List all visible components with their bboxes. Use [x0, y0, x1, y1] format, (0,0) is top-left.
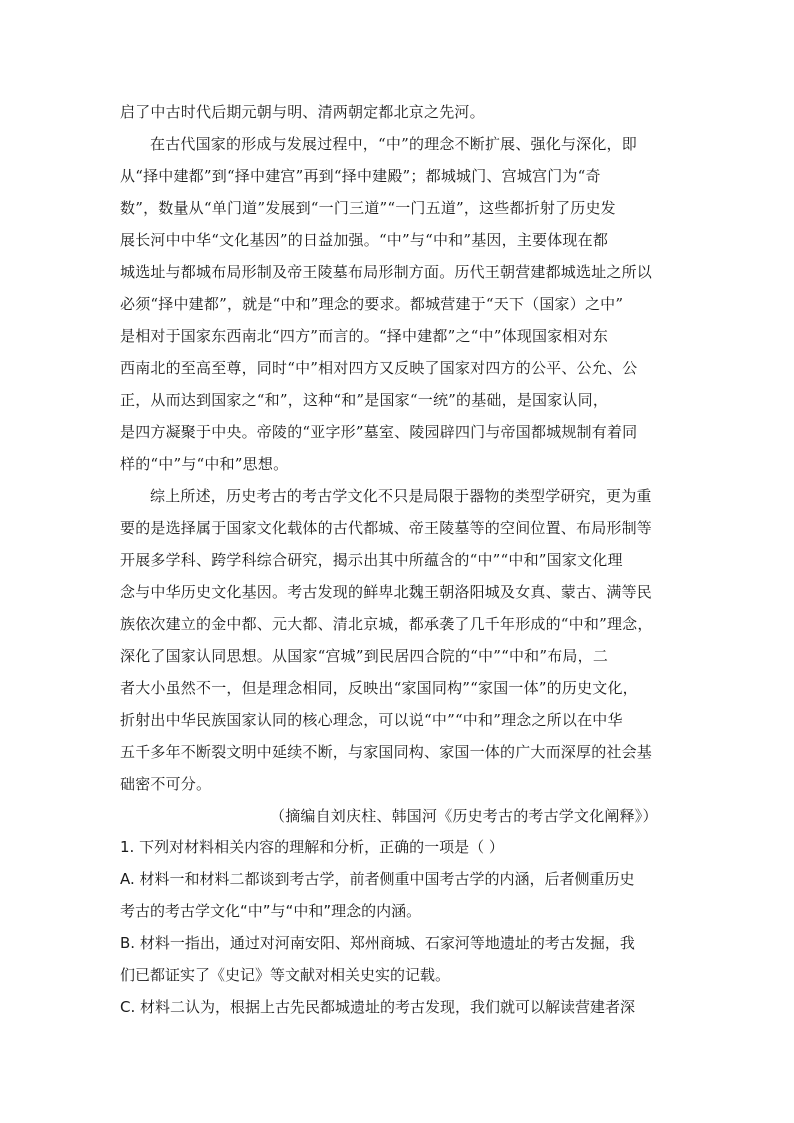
passage-line: 深化了国家认同思想。从国家“宫城”到民居四合院的“中”“中和”布局，二 — [120, 647, 609, 665]
passage-line: 开展多学科、跨学科综合研究，揭示出其中所蕴含的“中”“中和”国家文化理 — [120, 551, 623, 569]
option-a-line: A. 材料一和材料二都谈到考古学，前者侧重中国考古学的内涵，后者侧重历史 — [120, 870, 635, 888]
question-stem: 1. 下列对材料相关内容的理解和分析，正确的一项是（ ） — [120, 838, 504, 856]
passage-line: 展长河中中华“文化基因”的日益加强。“中”与“中和”基因，主要体现在都 — [120, 231, 609, 249]
passage-line: 样的“中”与“中和”思想。 — [120, 455, 289, 473]
passage-line: 西南北的至高至尊，同时“中”相对四方又反映了国家对四方的公平、公允、公 — [120, 359, 638, 377]
passage-line: 者大小虽然不一，但是理念相同，反映出“家国同构”“家国一体”的历史文化， — [120, 679, 638, 697]
passage-line: 从“择中建都”到“择中建宫”再到“择中建殿”；都城城门、宫城宫门为“奇 — [120, 167, 601, 185]
passage-line: 五千多年不断裂文明中延续不断，与家国同构、家国一体的广大而深厚的社会基 — [120, 743, 653, 761]
passage-line: 数”，数量从“单门道”发展到“一门三道”“一门五道”，这些都折射了历史发 — [120, 199, 616, 217]
passage-line: 是四方凝聚于中央。帝陵的“亚字形”墓室、陵园辟四门与帝国都城规制有着同 — [120, 423, 638, 441]
option-b-line: B. 材料一指出，通过对河南安阳、郑州商城、石家河等地遗址的考古发掘，我 — [120, 934, 635, 952]
passage-line: 综上所述，历史考古的考古学文化不只是局限于器物的类型学研究，更为重 — [150, 487, 652, 505]
passage-line: 族依次建立的金中都、元大都、清北京城，都承袭了几千年形成的“中和”理念， — [120, 615, 653, 633]
passage-line: 必须“择中建都”，就是“中和”理念的要求。都城营建于“天下（国家）之中” — [120, 295, 624, 313]
passage-line: 正，从而达到国家之“和”，这种“和”是国家“一统”的基础，是国家认同， — [120, 391, 609, 409]
passage-line: 础密不可分。 — [120, 775, 212, 793]
passage-line: 是相对于国家东西南北“四方”而言的。“择中建都”之“中”体现国家相对东 — [120, 327, 609, 345]
option-b-line: 们已都证实了《史记》等文献对相关史实的记载。 — [120, 966, 451, 984]
passage-line: 念与中华历史文化基因。考古发现的鲜卑北魏王朝洛阳城及女真、蒙古、满等民 — [120, 583, 653, 601]
passage-source: （摘编自刘庆柱、韩国河《历史考古的考古学文化阐释》） — [270, 807, 658, 825]
passage-line: 启了中古时代后期元朝与明、清两朝定都北京之先河。 — [120, 103, 485, 121]
option-a-line: 考古的考古学文化“中”与“中和”理念的内涵。 — [120, 902, 422, 920]
passage-line: 城选址与都城布局形制及帝王陵墓布局形制方面。历代王朝营建都城选址之所以 — [120, 263, 653, 281]
passage-line: 要的是选择属于国家文化载体的古代都城、帝王陵墓等的空间位置、布局形制等 — [120, 519, 653, 537]
passage-line: 折射出中华民族国家认同的核心理念，可以说“中”“中和”理念之所以在中华 — [120, 711, 623, 729]
passage-line: 在古代国家的形成与发展过程中，“中”的理念不断扩展、强化与深化，即 — [150, 135, 637, 153]
option-c-line: C. 材料二认为，根据上古先民都城遗址的考古发现，我们就可以解读营建者深 — [120, 998, 636, 1016]
